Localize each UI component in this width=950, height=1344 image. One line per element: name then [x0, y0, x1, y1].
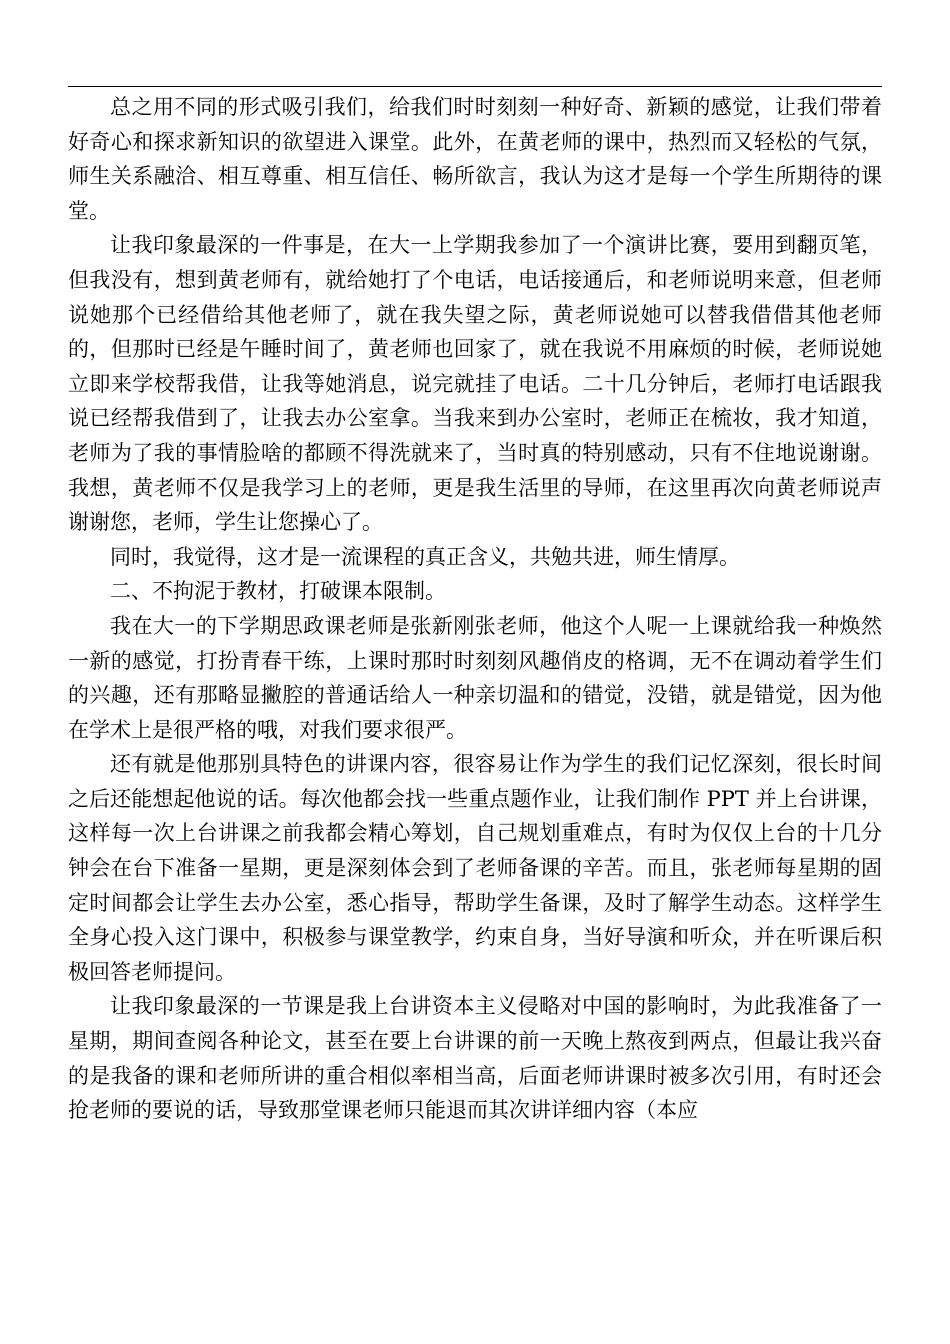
paragraph: 总之用不同的形式吸引我们，给我们时时刻刻一种好奇、新颖的感觉，让我们带着好奇心和探求新知识的欲望进入课堂。此外，在黄老师的课中，热烈而又轻松的气氛，师生关系融洽、相互尊重、相互信任、畅所欲言，我认为这才是每一个学生所期待的课堂。 [68, 95, 882, 223]
section-heading: 二、不拘泥于教材，打破课本限制。 [110, 579, 446, 604]
paragraph: 我在大一的下学期思政课老师是张新刚张老师，他这个人呢一上课就给我一种焕然一新的感觉，打扮青春干练，上课时那时时刻刻风趣俏皮的格调，无不在调动着学生们的兴趣，还有那略显撇腔的普通话给人一种亲切温和的错觉，没错，就是错觉，因为他在学术上是很严格的哦，对我们要求很严。 [68, 613, 882, 742]
paragraph: 让我印象最深的一件事是，在大一上学期我参加了一个演讲比赛，要用到翻页笔，但我没有，想到黄老师有，就给她打了个电话，电话接通后，和老师说明来意，但老师说她那个已经借给其他老师了，就在我失望之际，黄老师说她可以替我借借其他老师的，但那时已经是午睡时间了，黄老师也回家了，就在我说不用麻烦的时候，老师说她立即来学校帮我借，让我等她消息，说完就挂了电话。二十几分钟后，老师打电话跟我说已经帮我借到了，让我去办公室拿。当我来到办公室时，老师正在梳妆，我才知道，老师为了我的事情脸啥的都顾不得洗就来了，当时真的特别感动，只有不住地说谢谢。我想，黄老师不仅是我学习上的老师，更是我生活里的导师，在这里再次向黄老师说声谢谢您，老师，学生让您操心了。 [68, 233, 882, 535]
document-body [68, 90, 882, 1128]
paragraph: 让我印象最深的一节课是我上台讲资本主义侵略对中国的影响时，为此我准备了一星期，期间查阅各种论文，甚至在要上台讲课的前一天晚上熬夜到两点，但最让我兴奋的是我备的课和老师所讲的重合相似率相当高，后面老师讲课时被多次引用，有时还会抢老师的要说的话，导致那堂课老师只能退而其次讲详细内容（本应 [68, 994, 882, 1123]
paragraph: 还有就是他那别具特色的讲课内容，很容易让作为学生的我们记忆深刻，很长时间之后还能想起他说的话。每次他都会找一些重点题作业，让我们制作 PPT 并上台讲课，这样每一次上台讲课之前我都会精心筹划，自己规划重难点，有时为仅仅上台的十几分钟会在台下准备一星期，更是深刻体会到了老师备课的辛苦。而且，张老师每星期的固定时间都会让学生去办公室，悉心指导，帮助学生备课，及时了解学生动态。这样学生全身心投入这门课中，积极参与课堂教学，约束自身，当好导演和听众，并在听课后积极回答老师提问。 [68, 752, 882, 984]
header-rule [68, 86, 882, 87]
paragraph: 同时，我觉得，这才是一流课程的真正含义，共勉共进，师生情厚。 [110, 544, 740, 569]
